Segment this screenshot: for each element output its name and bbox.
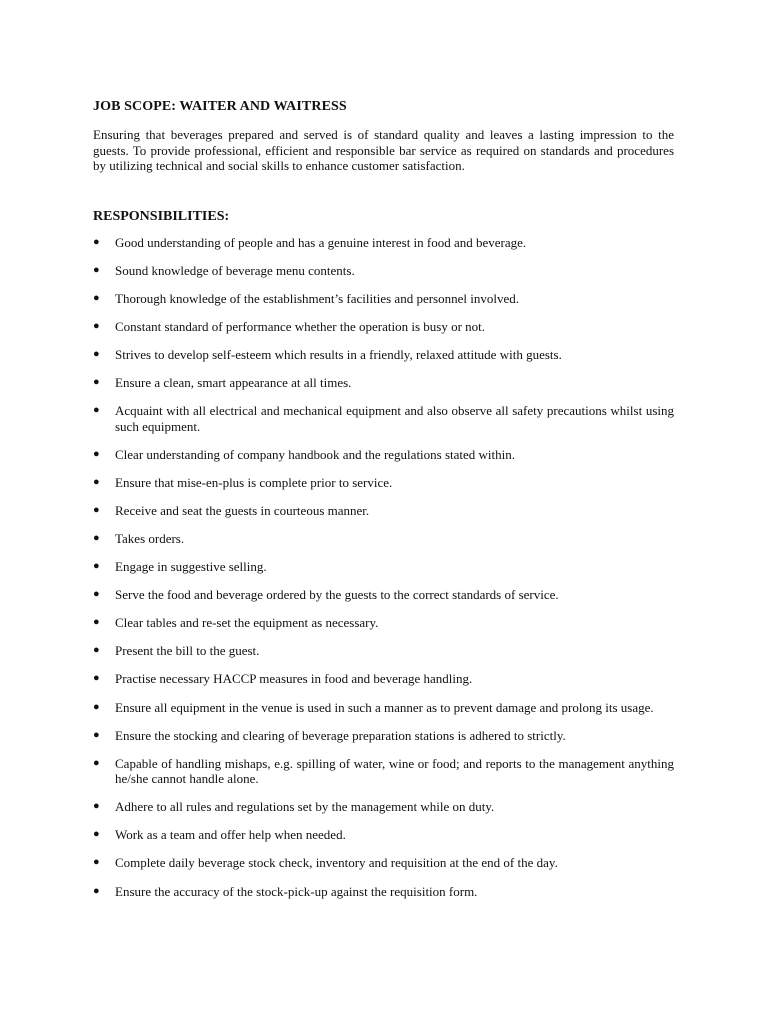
responsibility-item: [93, 263, 674, 279]
responsibility-item: [93, 531, 674, 547]
responsibility-text: Receive and seat the guests in courteous manner.: [115, 502, 370, 518]
bullet-icon: ●: [93, 828, 100, 841]
responsibility-text: Ensure a clean, smart appearance at all times.: [115, 374, 352, 390]
responsibility-text: Practise necessary HACCP measures in food and beverage handling.: [115, 671, 473, 687]
responsibility-item: [93, 700, 674, 716]
responsibility-text: Serve the food and beverage ordered by the guests to the correct standards of service.: [115, 587, 559, 603]
responsibility-item: [93, 884, 674, 900]
responsibility-text: Ensure all equipment in the venue is used in such a manner as to prevent damage and prolong its usage.: [115, 699, 654, 715]
responsibilities-heading: RESPONSIBILITIES:: [93, 208, 230, 224]
responsibility-item: [93, 475, 674, 491]
responsibility-item: [93, 799, 674, 815]
responsibility-text: Capable of handling mishaps, e.g. spilling of water, wine or food; and reports to the management anything he/she cannot handle alone.: [115, 755, 674, 787]
bullet-icon: ●: [93, 616, 100, 629]
bullet-icon: ●: [93, 319, 100, 332]
responsibility-text: Sound knowledge of beverage menu contents.: [115, 262, 355, 278]
responsibility-text: Clear tables and re-set the equipment as necessary.: [115, 615, 379, 631]
intro-paragraph: Ensuring that beverages prepared and served is of standard quality and leaves a lasting impression to the guests. To provide professional, efficient and responsible bar service as required on standards and procedures by utilizing technical and social skills to enhance customer satisfaction.: [93, 127, 674, 173]
responsibility-item: [93, 319, 674, 335]
responsibility-item: [93, 291, 674, 307]
responsibility-text: Ensure the stocking and clearing of beverage preparation stations is adhered to strictly.: [115, 727, 566, 743]
responsibility-text: Adhere to all rules and regulations set by the management while on duty.: [115, 799, 495, 815]
responsibility-item: [93, 671, 674, 687]
responsibility-text: Thorough knowledge of the establishment’s facilities and personnel involved.: [115, 290, 519, 306]
responsibility-item: [93, 403, 674, 434]
responsibility-text: Present the bill to the guest.: [115, 643, 260, 659]
bullet-icon: ●: [93, 503, 100, 516]
bullet-icon: ●: [93, 672, 100, 685]
bullet-icon: ●: [93, 560, 100, 573]
responsibility-text: Work as a team and offer help when needed.: [115, 827, 346, 843]
responsibility-text: Takes orders.: [115, 530, 185, 546]
document-title: JOB SCOPE: WAITER AND WAITRESS: [93, 99, 347, 114]
bullet-icon: ●: [93, 884, 100, 897]
responsibility-item: [93, 503, 674, 519]
bullet-icon: ●: [93, 856, 100, 869]
bullet-icon: ●: [93, 588, 100, 601]
responsibility-text: Clear understanding of company handbook and the regulations stated within.: [115, 446, 516, 462]
responsibility-text: Acquaint with all electrical and mechanical equipment and also observe all safety precautions whilst using such equipment.: [115, 403, 674, 434]
responsibility-item: [93, 447, 674, 463]
bullet-icon: ●: [93, 291, 100, 304]
responsibility-item: [93, 728, 674, 744]
bullet-icon: ●: [93, 728, 100, 741]
responsibility-text: Engage in suggestive selling.: [115, 559, 267, 575]
responsibility-item: [93, 756, 674, 787]
bullet-icon: ●: [93, 404, 100, 417]
bullet-icon: ●: [93, 263, 100, 276]
responsibility-text: Complete daily beverage stock check, inventory and requisition at the end of the day.: [115, 855, 558, 871]
bullet-icon: ●: [93, 700, 100, 713]
responsibility-item: [93, 615, 674, 631]
bullet-icon: ●: [93, 375, 100, 388]
responsibility-text: Good understanding of people and has a genuine interest in food and beverage.: [115, 234, 527, 250]
bullet-icon: ●: [93, 475, 100, 488]
responsibility-item: [93, 235, 674, 251]
responsibility-text: Ensure the accuracy of the stock-pick-up against the requisition form.: [115, 883, 478, 899]
responsibilities-list: [93, 235, 674, 900]
responsibility-item: [93, 375, 674, 391]
responsibility-text: Strives to develop self-esteem which results in a friendly, relaxed attitude with guests.: [115, 346, 562, 362]
responsibility-item: [93, 643, 674, 659]
bullet-icon: ●: [93, 644, 100, 657]
responsibility-item: [93, 347, 674, 363]
responsibility-item: [93, 827, 674, 843]
bullet-icon: ●: [93, 756, 100, 769]
bullet-icon: ●: [93, 800, 100, 813]
bullet-icon: ●: [93, 531, 100, 544]
responsibility-item: [93, 855, 674, 871]
document-page: [93, 99, 674, 912]
bullet-icon: ●: [93, 235, 100, 248]
bullet-icon: ●: [93, 447, 100, 460]
bullet-icon: ●: [93, 347, 100, 360]
responsibility-text: Ensure that mise-en-plus is complete prior to service.: [115, 474, 393, 490]
responsibility-text: Constant standard of performance whether the operation is busy or not.: [115, 318, 486, 334]
responsibility-item: [93, 559, 674, 575]
responsibility-item: [93, 587, 674, 603]
